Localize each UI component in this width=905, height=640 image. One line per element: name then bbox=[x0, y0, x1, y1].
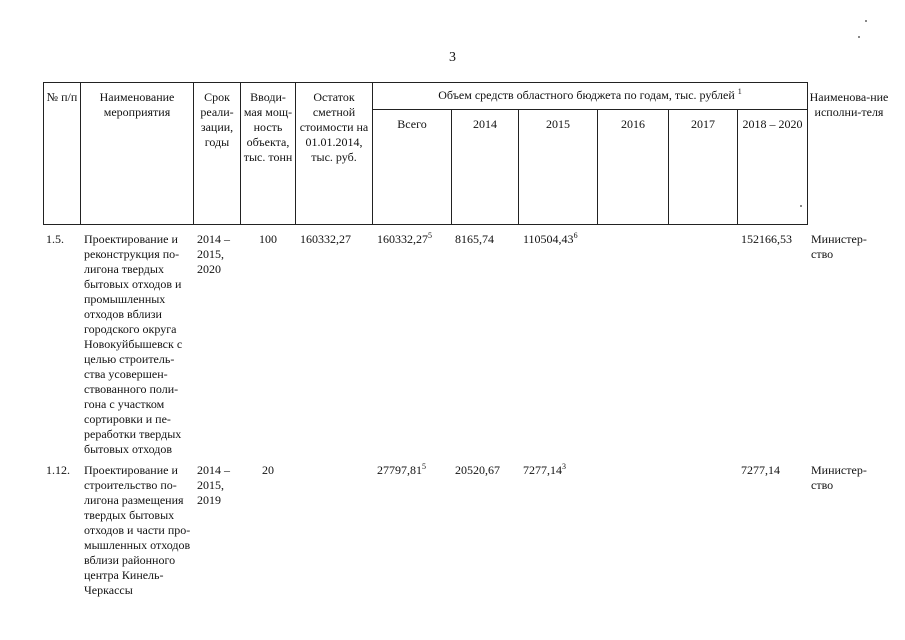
header-term: Срок реали-зации, годы bbox=[200, 90, 234, 149]
row-total: 27797,81$^5$ bbox=[377, 462, 426, 477]
row-total: 160332,27$^5$ bbox=[377, 231, 432, 246]
header-year-2014: 2014 bbox=[473, 117, 497, 131]
page-number: 3 bbox=[449, 50, 456, 65]
footnote-mark: 5 bbox=[422, 462, 426, 471]
footnote-mark: 6 bbox=[573, 231, 578, 240]
scan-speck bbox=[865, 20, 867, 22]
header-executor: Наименова-ние исполни-теля bbox=[809, 90, 889, 119]
scan-speck bbox=[800, 205, 802, 207]
row-2015: 110504,43$^6$ bbox=[523, 231, 578, 246]
row-name: Проектирование и реконструкция по- лигона твердых бытовых отходов и промышленных отходов вблизи городского округа Новокуйбышевск с целью строитель- ства усовершен- ствованного поли- гона с участком сортировки и пе- реработки твердых бытовых отходов bbox=[84, 232, 183, 456]
row-capacity: 20 bbox=[262, 463, 274, 477]
row-term: 2014 – 2015, 2020 bbox=[197, 232, 230, 276]
row-2018-2020: 152166,53 bbox=[741, 232, 792, 246]
header-remainder: Остаток сметной стоимости на 01.01.2014, тыс. руб. bbox=[299, 90, 369, 164]
row-term: 2014 – 2015, 2019 bbox=[197, 463, 230, 507]
scan-speck bbox=[858, 36, 860, 38]
row-remainder: 160332,27 bbox=[300, 232, 351, 246]
row-2014: 8165,74 bbox=[455, 232, 494, 246]
row-executor: Министер- ство bbox=[811, 232, 867, 261]
footnote-mark: 3 bbox=[562, 462, 566, 471]
row-executor: Министер- ство bbox=[811, 463, 867, 492]
row-2018-2020: 7277,14 bbox=[741, 463, 780, 477]
header-capacity: Вводи-мая мощ-ность объекта, тыс. тонн bbox=[243, 90, 293, 164]
row-name: Проектирование и строительство по- лигона размещения твердых бытовых отходов и части про- мышленных отходов вблизи районного центра Кинель- Черкассы bbox=[84, 463, 191, 597]
header-year-total: Всего bbox=[397, 117, 427, 131]
header-name: Наименование мероприятия bbox=[99, 90, 175, 119]
header-num: № п/п bbox=[46, 90, 78, 104]
row-2014: 20520,67 bbox=[455, 463, 500, 477]
row-capacity: 100 bbox=[259, 232, 277, 246]
row-2015: 7277,14$^3$ bbox=[523, 462, 566, 477]
header-year-2016: 2016 bbox=[621, 117, 645, 131]
header-year-2015: 2015 bbox=[546, 117, 570, 131]
header-budget-group: Объем средств областного бюджета по годам, тыс. рублей $^1$ bbox=[438, 87, 742, 102]
row-number: 1.12. bbox=[46, 463, 70, 477]
row-number: 1.5. bbox=[46, 232, 64, 246]
footnote-mark: 5 bbox=[428, 231, 432, 240]
header-year-2017: 2017 bbox=[691, 117, 715, 131]
header-year-2018-2020: 2018 – 2020 bbox=[742, 117, 803, 131]
budget-footnote-mark: 1 bbox=[737, 87, 742, 96]
